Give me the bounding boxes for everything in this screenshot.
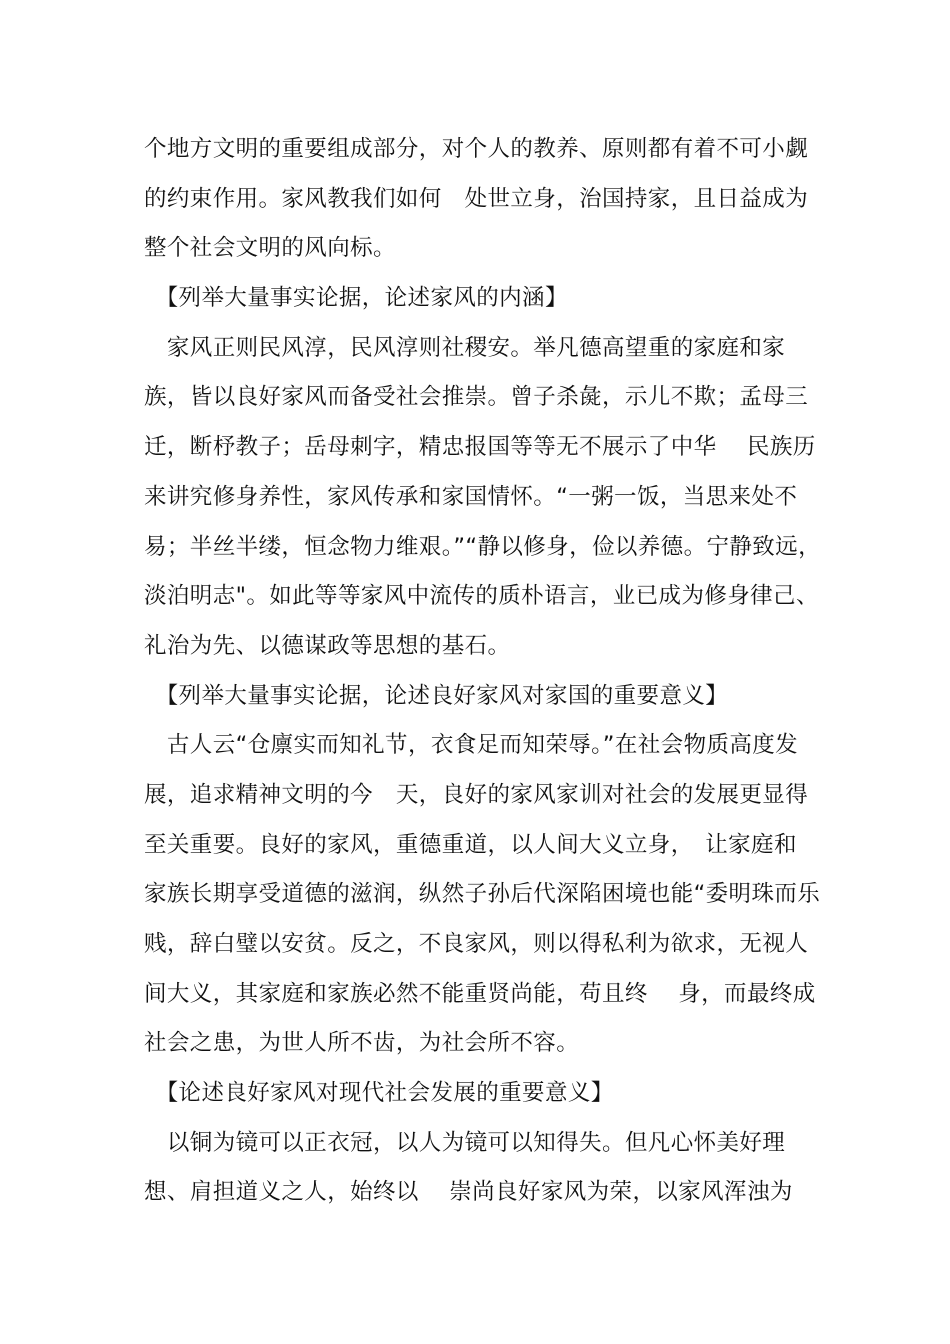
section-heading: 【论述良好家风对现代社会发展的重要意义】 [144, 1080, 614, 1107]
text-line: 个地方文明的重要组成部分，对个人的教养、原则都有着不可小觑 [144, 136, 809, 162]
text-line: 社会之患，为世人所不齿，为社会所不容。 [144, 1030, 580, 1057]
text-line: 来讲究修身养性，家风传承和家国情怀。“一粥一饭，当思来处不 [144, 483, 798, 510]
text-line: 淡泊明志"。如此等等家风中流传的质朴语言，业已成为修身律己、 [144, 583, 819, 610]
text-line: 至关重要。良好的家风，重德重道，以人间大义立身， 让家庭和 [144, 831, 797, 858]
text-line: 古人云“仓廪实而知礼节，衣食足而知荣辱。”在社会物质高度发 [144, 732, 799, 759]
text-line: 想、肩担道义之人，始终以 崇尚良好家风为荣，以家风浑浊为 [144, 1179, 793, 1206]
text-line: 以铜为镜可以正衣冠，以人为镜可以知得失。但凡心怀美好理 [144, 1129, 786, 1156]
text-line: 间大义，其家庭和家族必然不能重贤尚能，苟且终 身，而最终成 [144, 980, 816, 1007]
text-line: 家风正则民风淳，民风淳则社稷安。举凡德高望重的家庭和家 [144, 334, 786, 361]
text-line: 的约束作用。家风教我们如何 处世立身，治国持家，且日益成为 [144, 185, 809, 212]
section-heading: 【列举大量事实论据，论述良好家风对家国的重要意义】 [144, 682, 729, 709]
text-line: 家族长期享受道德的滋润，纵然子孙后代深陷困境也能“委明珠而乐 [144, 881, 821, 908]
text-line: 易；半丝半缕，恒念物力维艰。”“静以修身，俭以养德。宁静致远， [144, 533, 821, 560]
text-line: 礼治为先、以德谋政等思想的基石。 [144, 632, 511, 659]
text-line: 整个社会文明的风向标。 [144, 235, 396, 262]
text-line: 贱，辞白璧以安贫。反之，不良家风，则以得私利为欲求，无视人 [144, 931, 809, 957]
text-line: 族，皆以良好家风而备受社会推崇。曾子杀彘，示儿不欺；孟母三 [144, 384, 809, 411]
section-heading: 【列举大量事实论据，论述家风的内涵】 [144, 285, 568, 312]
text-line: 展，追求精神文明的今 天，良好的家风家训对社会的发展更显得 [144, 781, 809, 808]
text-line: 迁，断杼教子；岳母刺字，精忠报国等等无不展示了中华 民族历 [144, 434, 816, 461]
document-body [144, 125, 821, 1218]
